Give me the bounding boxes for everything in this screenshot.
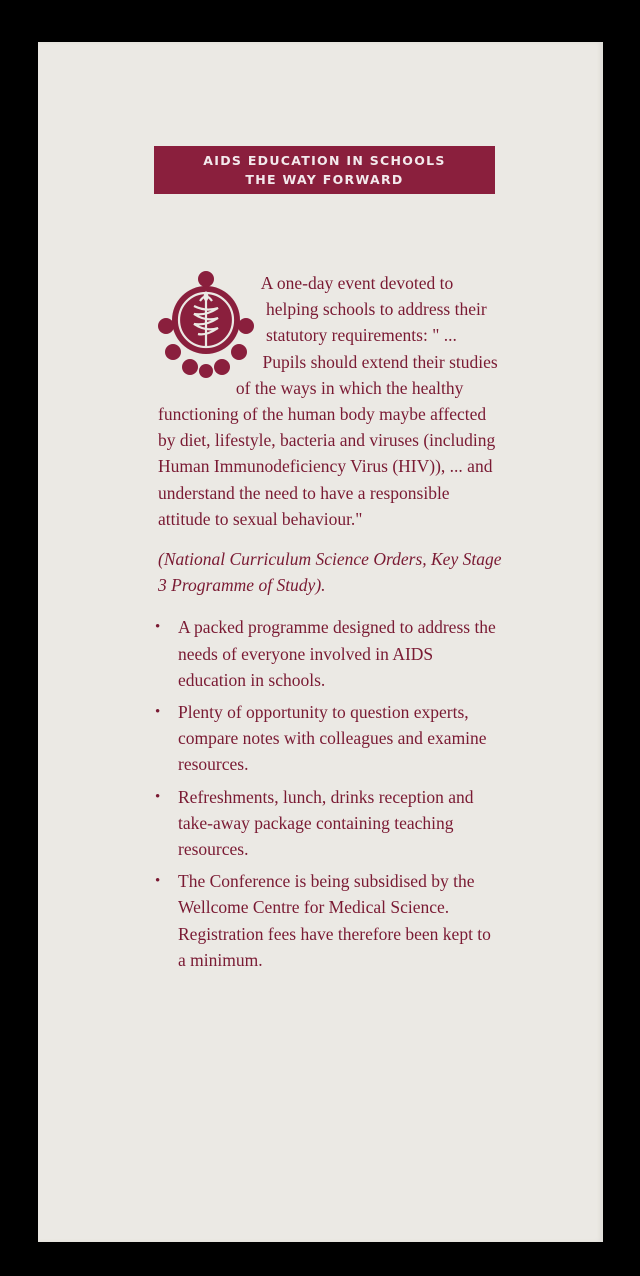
- intro-section: [158, 270, 503, 532]
- bullet-marker: •: [155, 619, 161, 636]
- list-item: [155, 699, 503, 778]
- intro-paragraph: A one-day event devoted to helping schools to address their statutory requirements: " ... Pupils should extend their studies of the ways in which the healthy functioning of the human body maybe affected by diet, lifestyle, bacteria and viruses (including Human Immunodeficiency Virus (HIV)), ... and understand the need to have a responsible attitude to sexual behaviour.": [158, 273, 498, 529]
- leaflet-body: [155, 270, 503, 979]
- bullet-marker: •: [155, 788, 161, 805]
- list-item: [155, 868, 503, 973]
- list-item-text: A packed programme designed to address the needs of everyone involved in AIDS education in schools.: [178, 617, 496, 690]
- title-banner: [154, 146, 495, 194]
- wellcome-caduceus-emblem-icon: [154, 270, 258, 378]
- banner-title-line1: AIDS EDUCATION IN SCHOOLS: [203, 153, 446, 168]
- list-item: [155, 784, 503, 863]
- banner-title-line2: THE WAY FORWARD: [245, 172, 404, 187]
- list-item-text: Plenty of opportunity to question experts, compare notes with colleagues and examine resources.: [178, 702, 487, 775]
- leaflet-page: [38, 42, 603, 1242]
- bullet-marker: •: [155, 873, 161, 890]
- list-item-text: The Conference is being subsidised by the Wellcome Centre for Medical Science. Registration fees have therefore been kept to a minimum.: [178, 871, 491, 970]
- bullet-marker: •: [155, 704, 161, 721]
- list-item: [155, 614, 503, 693]
- list-item-text: Refreshments, lunch, drinks reception and take-away package containing teaching resources.: [178, 786, 474, 860]
- citation: (National Curriculum Science Orders, Key Stage 3 Programme of Study).: [158, 549, 502, 596]
- feature-list: [155, 614, 503, 973]
